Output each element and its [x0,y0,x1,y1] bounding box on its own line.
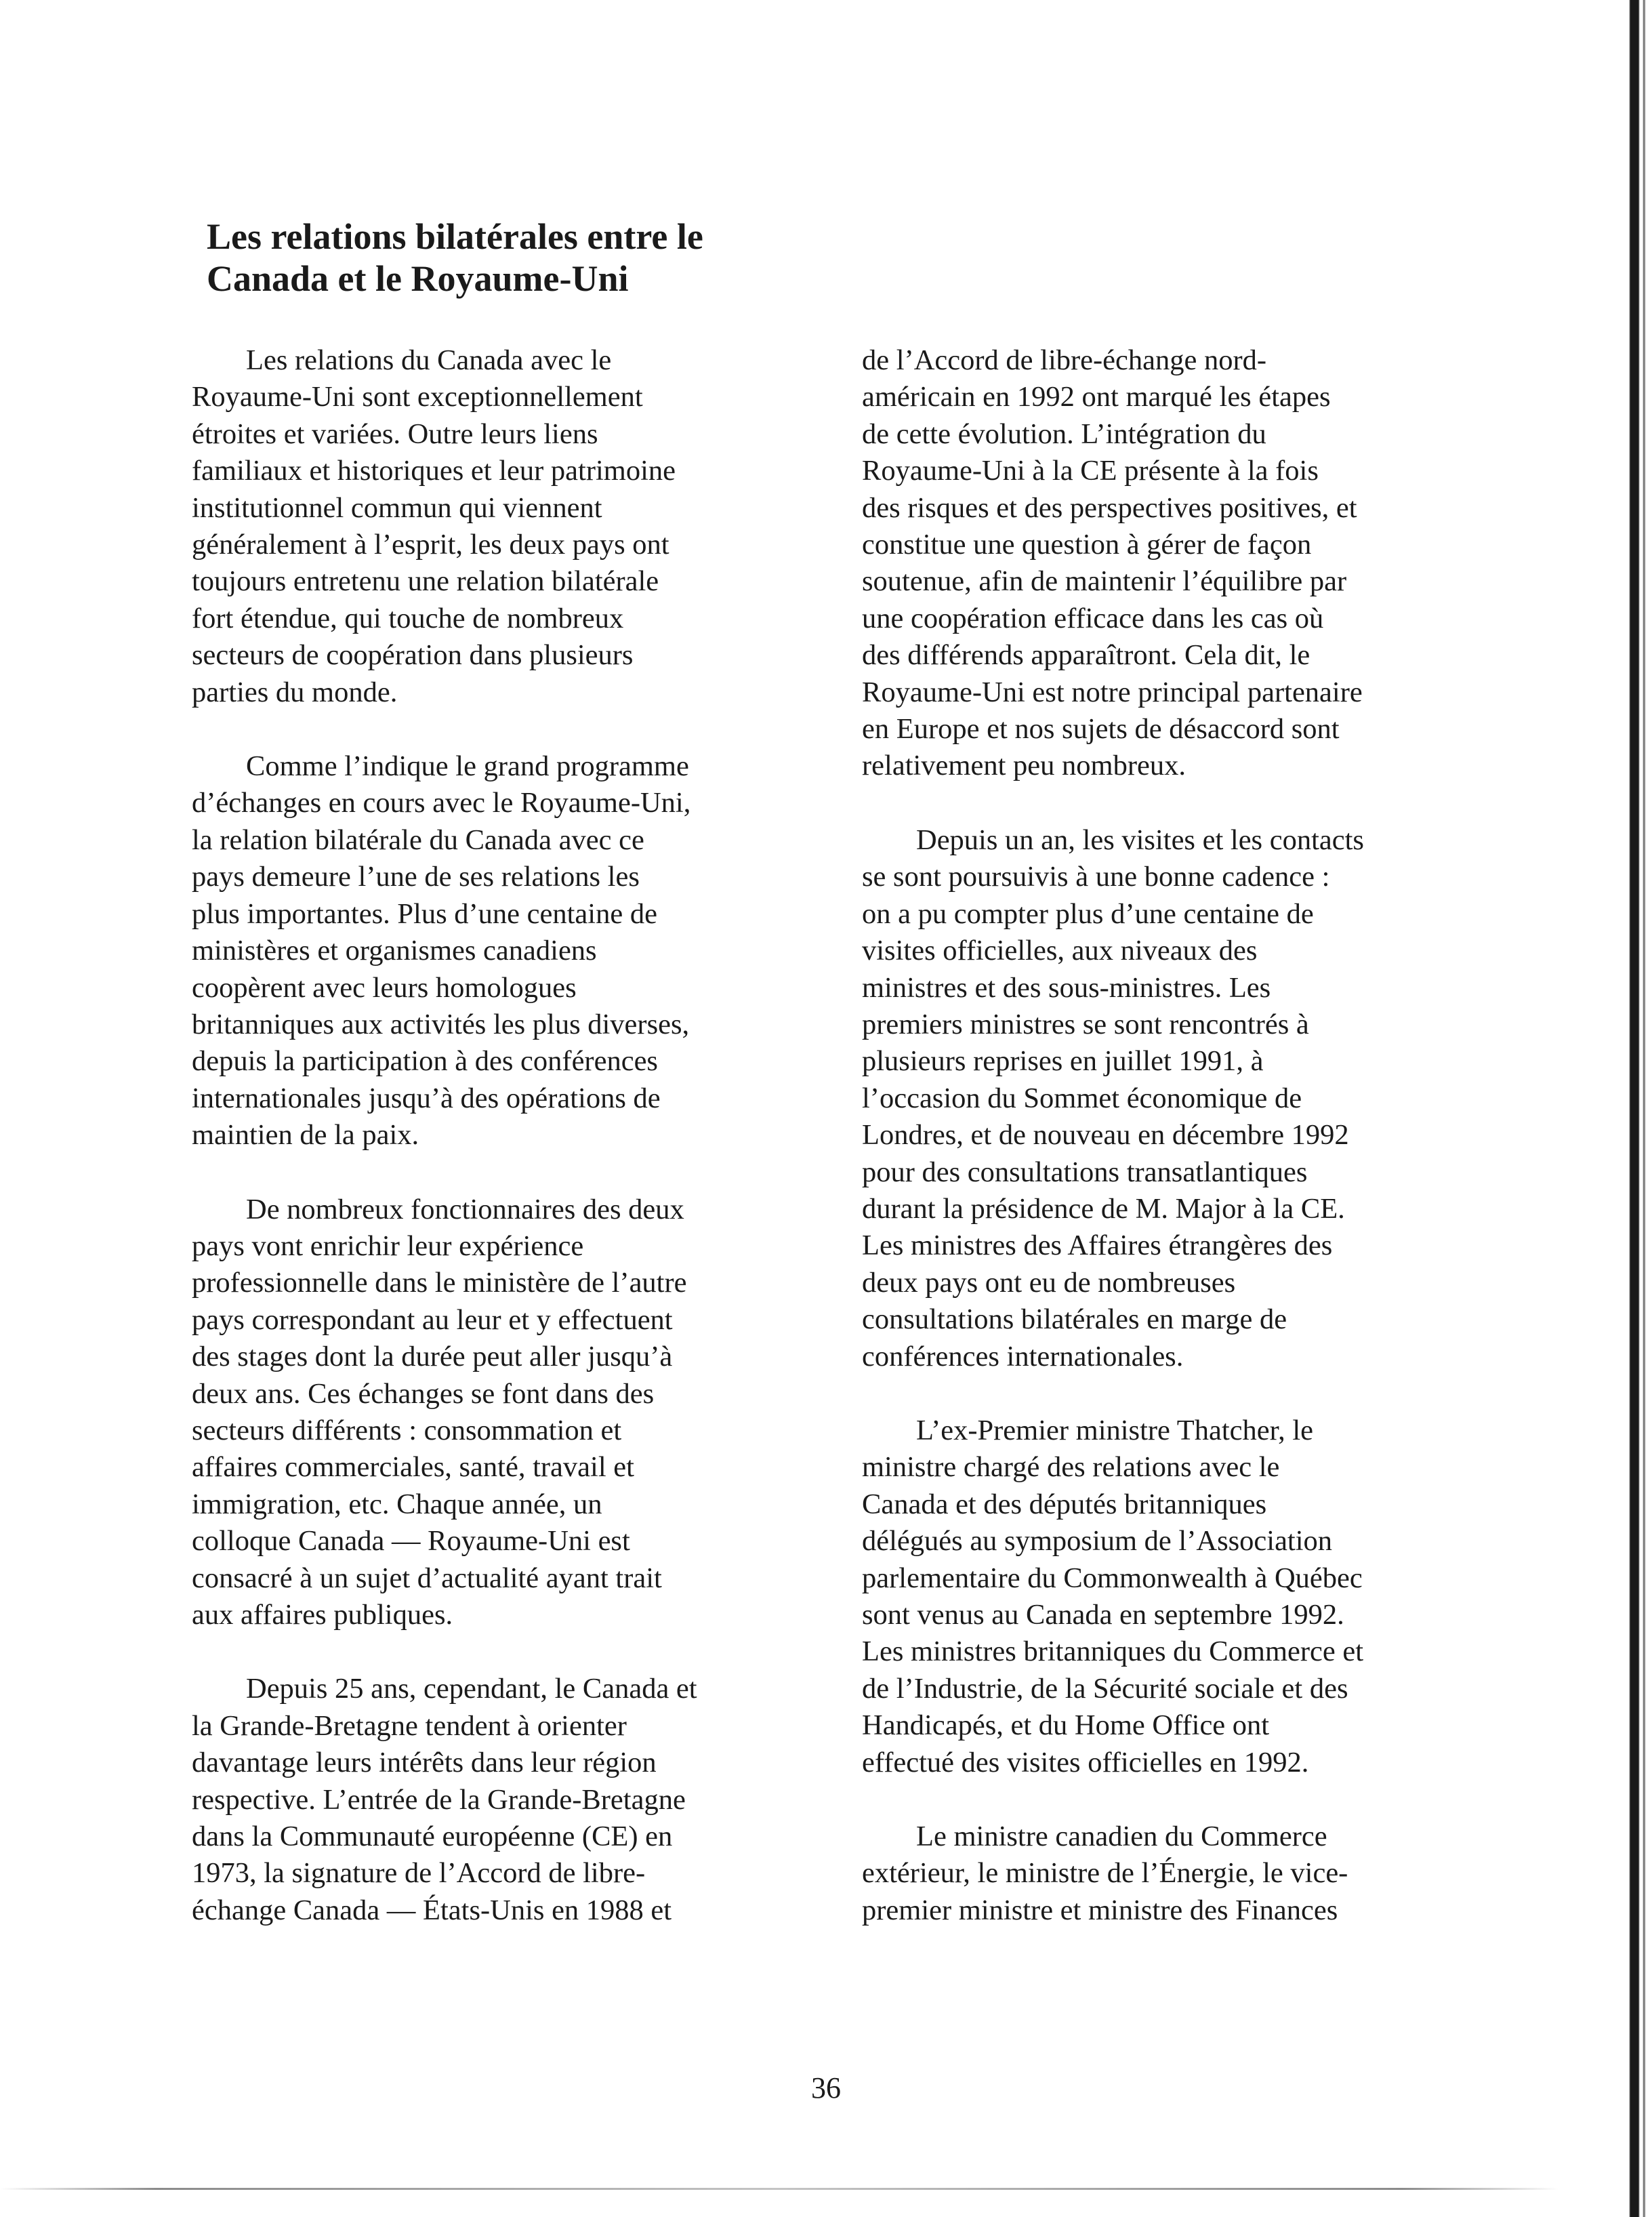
text-line: consacré à un sujet d’actualité ayant trait [192,1562,662,1594]
text-line: effectué des visites officielles en 1992. [862,1746,1309,1778]
text-line: visites officielles, aux niveaux des [862,935,1258,967]
text-line: extérieur, le ministre de l’Énergie, le vice- [862,1857,1348,1890]
text-line: premier ministre et ministre des Finances [862,1894,1338,1926]
text-line: Comme l’indique le grand programme [246,750,689,783]
text-line: fort étendue, qui touche de nombreux [192,602,624,634]
text-line: coopèrent avec leurs homologues [192,971,577,1004]
text-line: généralement à l’esprit, les deux pays ont [192,529,669,561]
text-line: une coopération efficace dans les cas où [862,602,1324,634]
text-line: parlementaire du Commonwealth à Québec [862,1562,1363,1594]
text-line: pays correspondant au leur et y effectuent [192,1303,673,1336]
text-line: britanniques aux activités les plus diverses, [192,1008,690,1040]
text-line: ministres et des sous-ministres. Les [862,971,1271,1004]
text-line: en Europe et nos sujets de désaccord sont [862,713,1340,746]
title-line: Canada et le Royaume-Uni [207,258,629,299]
page-title [207,216,817,300]
text-line: se sont poursuivis à une bonne cadence : [862,861,1330,893]
text-line: de cette évolution. L’intégration du [862,418,1266,450]
text-line: des différends apparaîtront. Cela dit, le [862,639,1310,672]
text-line: Royaume-Uni est notre principal partenaire [862,676,1363,708]
text-line: sont venus au Canada en septembre 1992. [862,1599,1344,1631]
text-line: délégués au symposium de l’Association [862,1525,1333,1558]
text-line: premiers ministres se sont rencontrés à [862,1008,1309,1040]
page-number: 36 [811,2071,841,2104]
scan-bottom-edge [0,2188,1558,2190]
text-line: conférences internationales. [862,1340,1184,1372]
text-line: des risques et des perspectives positives, et [862,491,1357,524]
text-line: familiaux et historiques et leur patrimoine [192,455,676,487]
paragraph [192,342,761,711]
text-line: échange Canada — États-Unis en 1988 et [192,1894,672,1926]
paragraph [192,1192,761,1634]
text-line: pour des consultations transatlantiques [862,1156,1308,1188]
paragraph [192,748,761,1154]
right-column [862,342,1431,1966]
text-line: deux ans. Ces échanges se font dans des [192,1377,655,1410]
text-line: Handicapés, et du Home Office ont [862,1709,1270,1742]
text-line: Canada et des députés britanniques [862,1488,1267,1520]
text-line: Depuis un an, les visites et les contacts [916,823,1364,856]
text-line: deux pays ont eu de nombreuses [862,1266,1236,1299]
text-line: Les ministres britanniques du Commerce et [862,1635,1364,1668]
text-line: Le ministre canadien du Commerce [916,1821,1327,1853]
text-line: professionnelle dans le ministère de l’autre [192,1267,687,1299]
text-line: étroites et variées. Outre leurs liens [192,418,598,450]
text-line: Londres, et de nouveau en décembre 1992 [862,1119,1349,1152]
text-line: colloque Canada — Royaume-Uni est [192,1525,630,1558]
text-line: institutionnel commun qui viennent [192,491,602,524]
text-line: de l’Accord de libre-échange nord- [862,344,1267,376]
text-line: la Grande-Bretagne tendent à orienter [192,1709,627,1742]
text-line: la relation bilatérale du Canada avec ce [192,823,644,856]
text-line: pays demeure l’une de ses relations les [192,861,640,893]
scan-binding-edge [1619,0,1652,2217]
text-line: respective. L’entrée de la Grande-Bretagne [192,1783,686,1816]
text-line: 1973, la signature de l’Accord de libre- [192,1857,646,1890]
text-line: affaires commerciales, santé, travail et [192,1451,634,1484]
text-line: L’ex-Premier ministre Thatcher, le [916,1414,1314,1446]
paragraph [862,342,1431,785]
text-line: secteurs différents : consommation et [192,1414,622,1446]
text-line: davantage leurs intérêts dans leur région [192,1747,657,1779]
text-line: maintien de la paix. [192,1119,419,1152]
text-line: Depuis 25 ans, cependant, le Canada et [246,1673,697,1705]
text-line: des stages dont la durée peut aller jusqu’à [192,1341,673,1373]
paragraph [862,1412,1431,1781]
text-line: durant la présidence de M. Major à la CE. [862,1192,1345,1225]
text-line: relativement peu nombreux. [862,750,1186,782]
text-line: dans la Communauté européenne (CE) en [192,1821,673,1853]
text-line: parties du monde. [192,676,398,708]
text-line: consultations bilatérales en marge de [862,1303,1287,1336]
text-line: américain en 1992 ont marqué les étapes [862,381,1331,413]
text-line: ministre chargé des relations avec le [862,1451,1280,1484]
title-line: Les relations bilatérales entre le [207,216,703,257]
text-line: d’échanges en cours avec le Royaume-Uni, [192,787,691,819]
text-line: l’occasion du Sommet économique de [862,1082,1302,1114]
text-line: ministères et organismes canadiens [192,935,597,967]
paragraph [192,1671,761,1929]
text-line: plusieurs reprises en juillet 1991, à [862,1045,1264,1078]
text-line: internationales jusqu’à des opérations de [192,1082,661,1114]
text-line: Royaume-Uni à la CE présente à la fois [862,455,1319,487]
text-line: de l’Industrie, de la Sécurité sociale et des [862,1672,1348,1705]
text-line: Les relations du Canada avec le [246,344,612,376]
paragraph [862,1818,1431,1929]
text-line: soutenue, afin de maintenir l’équilibre par [862,565,1347,598]
text-line: secteurs de coopération dans plusieurs [192,639,634,672]
left-column [192,342,761,1966]
paragraph [862,822,1431,1375]
text-line: plus importantes. Plus d’une centaine de [192,897,657,930]
text-line: on a pu compter plus d’une centaine de [862,897,1314,930]
text-line: De nombreux fonctionnaires des deux [246,1193,684,1225]
text-line: depuis la participation à des conférences [192,1045,658,1078]
text-line: aux affaires publiques. [192,1599,453,1631]
text-line: pays vont enrichir leur expérience [192,1229,584,1262]
text-line: Royaume-Uni sont exceptionnellement [192,381,643,413]
text-line: toujours entretenu une relation bilatérale [192,565,659,598]
text-line: Les ministres des Affaires étrangères des [862,1229,1333,1262]
text-line: constitue une question à gérer de façon [862,529,1312,561]
text-line: immigration, etc. Chaque année, un [192,1488,602,1520]
